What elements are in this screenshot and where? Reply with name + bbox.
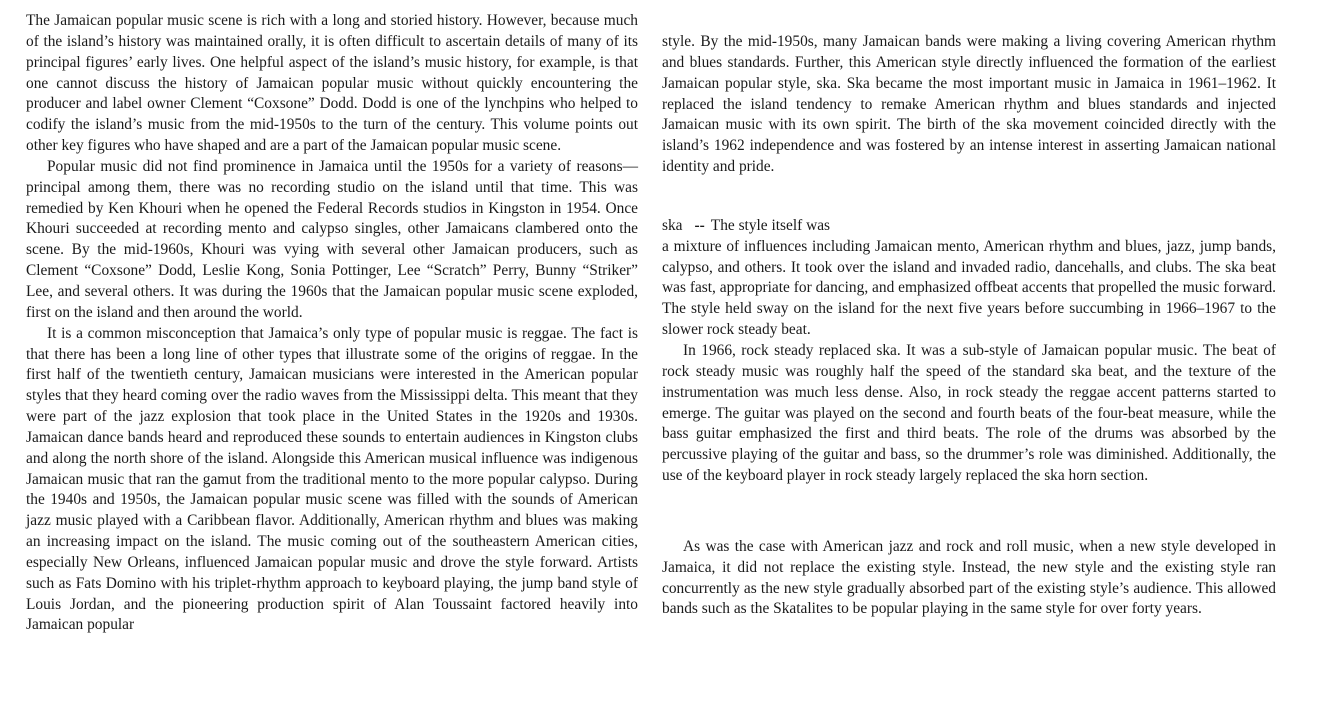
- ska-marker-word: ska: [662, 216, 683, 234]
- right-column: [662, 32, 1276, 620]
- ska-first-line-tail: The style itself was: [710, 216, 831, 234]
- ska-section: [662, 216, 1276, 341]
- paragraph-popular-music: Popular music did not find prominence in Jamaica until the 1950s for a variety of reasons—principal among them, there was no recording studio on the island until that time. This was remedied by Ken Khouri when he opened the Federal Records studios in Kingston in 1954. Once Khouri succeeded at recording mento and calypso singles, other Jamaicans clambered onto the scene. By the mid-1960s, Khouri was vying with several other Jamaican producers, such as Clement “Coxsone” Dodd, Leslie Kong, Sonia Pottinger, Lee “Scratch” Perry, Bunny “Striker” Lee, and several others. It was during the 1960s that the Jamaican popular music scene exploded, first on the island and then around the world.: [26, 157, 638, 321]
- left-column: [26, 11, 638, 636]
- paragraph-final: As was the case with American jazz and rock and roll music, when a new style developed in Jamaica, it did not replace the existing style. Instead, the new style and the existing style ran concurrently as the new style gradually absorbed part of the existing style’s audience. This allowed bands such as the Skatalites to be popular playing in the same style for over forty years.: [662, 537, 1276, 618]
- paragraph-continuation: style. By the mid-1950s, many Jamaican bands were making a living covering American rhythm and blues standards. Further, this American style directly influenced the formation of the earliest Jamaican popular style, ska. Ska became the most important music in Jamaica in 1961–1962. It replaced the island tendency to remake American rhythm and blues standards and injected Jamaican music with its own spirit. The birth of the ska movement coincided directly with the island’s 1962 independence and was fostered by an intense interest in asserting Jamaican national identity and pride.: [662, 33, 1276, 176]
- ska-first-line: [662, 216, 1276, 237]
- paragraph-ska: a mixture of influences including Jamaican mento, American rhythm and blues, jazz, jump bands, calypso, and others. It took over the island and invaded radio, dancehalls, and clubs. The ska beat was fast, appropriate for dancing, and emphasized offbeat accents that propelled the music forward. The style held sway on the island for the next five years before succumbing in 1966–1967 to the slower rock steady beat.: [662, 237, 1276, 339]
- ska-marker-dash: --: [694, 216, 705, 234]
- paragraph-rock-steady: In 1966, rock steady replaced ska. It was a sub-style of Jamaican popular music. The beat of rock steady music was roughly half the speed of the standard ska beat, and the texture of the instrumentation was much less dense. Also, in rock steady the reggae accent patterns started to emerge. The guitar was played on the second and fourth beats of the four-beat measure, while the bass guitar emphasized the first and third beats. The role of the drums was absorbed by the percussive playing of the guitar and bass, so the drummer’s role was diminished. Additionally, the use of the keyboard player in rock steady largely replaced the ska horn section.: [662, 341, 1276, 485]
- paragraph-misconception: It is a common misconception that Jamaica’s only type of popular music is reggae. The fact is that there has been a long line of other types that illustrate some of the origins of reggae. In the first half of the twentieth century, Jamaican musicians were interested in the American popular styles that they heard coming over the radio waves from the Mississippi delta. This meant that they were part of the jazz explosion that took place in the United States in the 1920s and 1930s. Jamaican dance bands heard and reproduced these sounds to entertain audiences in Kingston clubs and along the north shore of the island. Alongside this American musical influence was indigenous Jamaican music that ran the gamut from the traditional mento to the more popular calypso. During the 1940s and 1950s, the Jamaican popular music scene was filled with the sounds of American jazz music played with a Caribbean flavor. Additionally, American rhythm and blues was making an increasing impact on the island. The music coming out of the southeastern American cities, especially New Orleans, influenced Jamaican popular music and drove the style forward. Artists such as Fats Domino with his triplet-rhythm approach to keyboard playing, the jump band style of Louis Jordan, and the pioneering production spirit of Alan Toussaint factored heavily into Jamaican popular: [26, 324, 638, 634]
- paragraph-intro: The Jamaican popular music scene is rich with a long and storied history. However, because much of the island’s history was maintained orally, it is often difficult to ascertain details of many of its principal figures’ early lives. One helpful aspect of the island’s music history, for example, is that one cannot discuss the history of Jamaican popular music without quickly encountering the producer and label owner Clement “Coxsone” Dodd. Dodd is one of the lynchpins who helped to codify the island’s music from the mid-1950s to the turn of the century. This volume points out other key figures who have shaped and are a part of the Jamaican popular music scene.: [26, 12, 638, 155]
